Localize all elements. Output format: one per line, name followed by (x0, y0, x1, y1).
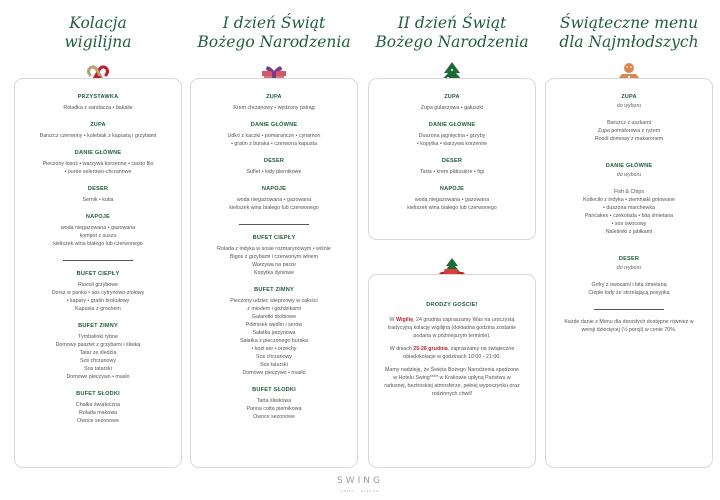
column-title: I dzień Świąt Bożego Narodzenia (197, 14, 351, 51)
section-title: DANIE GŁÓWNE (250, 122, 298, 128)
menu-item: kompot z suszu (79, 233, 117, 239)
menu-item: kieliszek wina białego lub czerwonego (53, 241, 143, 247)
menu-item: Tarta śliwkowa (256, 398, 292, 404)
menu-item: • purée selerowo-chrzanowe (64, 169, 132, 175)
menu-item: • sos owocowy (611, 221, 647, 227)
divider (594, 309, 664, 310)
menu-card (190, 78, 358, 468)
menu-item: Suflet • lody piernikowe (246, 169, 302, 175)
column-title: II dzień Świąt Bożego Narodzenia (375, 14, 529, 51)
menu-item: Dorsz w panko • sos cytrynowo-ziołowy (51, 290, 145, 296)
menu-item: Krem chrzanowy • wędzony pstrąg (233, 105, 315, 111)
menu-item: Duszona jagnięcina • grzyby (418, 133, 486, 139)
section-title: NAPOJE (439, 186, 465, 192)
kids-note: Każde danie z Menu dla dorosłych dostępne również w wersji dziecięcej (½ porcji) w cenie 70%. (564, 319, 694, 333)
info-paragraph: W dniach 25-26 grudnia, zapraszamy na świąteczne obiadokolacje w godzinach 16:00 - 21:00. (389, 346, 515, 360)
menu-item: Pancakes • czekolada • bita śmietana (584, 213, 674, 219)
menu-item: Rolada makowa (79, 410, 117, 416)
section-title: DANIE GŁÓWNE (74, 150, 122, 156)
menu-item: Sos tatarski (84, 366, 112, 372)
menu-item: Tatar ze śledzia (79, 350, 117, 356)
menu-item: Gofry z owocami i bitą śmietaną (591, 282, 667, 288)
menu-item: Sos chrzanowy (80, 358, 116, 364)
menu-item: Bigos z grzybami i czerwonym winem (229, 254, 318, 260)
section-title: DESER (441, 158, 463, 164)
column-title: Kolacja wigilijna (64, 14, 132, 51)
menu-item: Kopytka dyniowe (253, 270, 295, 276)
menu-item: Galaretki drobiowe (251, 314, 297, 320)
section-title: ZUPA (266, 94, 282, 100)
section-title: BUFET ZIMNY (78, 323, 118, 329)
section-title: BUFET CIEPŁY (76, 271, 120, 277)
menu-card (545, 78, 713, 468)
menu-item: Roladka z sandacza • bakalie (63, 105, 133, 111)
info-card (368, 274, 536, 468)
menu-item: Sos tatarski (260, 362, 288, 368)
menu-item: Panna cotta piernikowa (246, 406, 302, 412)
menu-item: Zupa gulaszowa • gałuszki (420, 105, 484, 111)
menu-item: Pieczony udziec wieprzowy w całości (230, 298, 318, 304)
menu-item: Zupa pomidorowa z ryżem (597, 128, 661, 134)
menu-item: Owoce sezonowe (77, 418, 119, 424)
menu-item: Tymbalinki rybne (78, 334, 118, 340)
menu-item: kieliszek wina białego lub czerwonego (229, 205, 319, 211)
section-title: DESER (263, 158, 285, 164)
menu-item: • kozi ser • orzechy (251, 346, 297, 352)
menu-item: Półmisek wędlin i serów (245, 322, 303, 328)
menu-item: Warzywa na parze (252, 262, 296, 268)
menu-item: • duszona marchewka (603, 205, 655, 211)
menu-item: Barszcz czerwony • kulebiak z kapustą i grzybami (39, 133, 157, 139)
menu-item: woda niegazowana • gazowana (236, 197, 312, 203)
info-title: DRODZY GOŚCIE! (426, 302, 478, 308)
menu-item: z miodem i goździkami (247, 306, 301, 312)
menu-item: • kopytka • warzywa korzenne (416, 141, 488, 147)
divider (63, 260, 133, 261)
menu-item: woda niegazowana • gazowana (60, 225, 136, 231)
section-title: NAPOJE (261, 186, 287, 192)
hotel-logo: SWING (337, 476, 383, 486)
column-title: Świąteczne menu dla Najmłodszych (559, 14, 699, 51)
section-subtitle: do wyboru (616, 265, 642, 271)
menu-item: Chałka świąteczna (75, 402, 121, 408)
section-title: BUFET SŁODKI (76, 391, 120, 397)
section-title: BUFET SŁODKI (252, 387, 296, 393)
menu-item: • gratin z buraka • czerwona kapusta (231, 141, 317, 147)
menu-card (14, 78, 182, 468)
section-title: ZUPA (90, 122, 106, 128)
menu-item: Barszcz z uszkami (607, 120, 651, 126)
divider (239, 224, 309, 225)
section-subtitle: do wyboru (616, 103, 642, 109)
menu-item: Domowy pasztet z grzybami i śliwką (55, 342, 141, 348)
section-title: DANIE GŁÓWNE (428, 122, 476, 128)
menu-item: Sernik • kutia (82, 197, 114, 203)
menu-item: Tarta • krem pâtissière • figi (419, 169, 485, 175)
menu-item: Naleśniki z jabłkami (605, 229, 653, 235)
menu-item: Sałatka jarzynowa (252, 330, 296, 336)
menu-item: Rolada z indyka w sosie rozmarynowym • wiśnie (217, 246, 331, 252)
menu-item: kieliszek wina białego lub czerwonego (407, 205, 497, 211)
section-title: ZUPA (444, 94, 460, 100)
section-title: ZUPA (621, 94, 637, 100)
section-title: BUFET ZIMNY (254, 287, 294, 293)
menu-item: Ciepłe lody ze strzelającą posypką (588, 290, 670, 296)
hotel-logo-subtitle: hotel · kraków (340, 488, 380, 493)
menu-item: Sałatka z pieczonego buraka (239, 338, 309, 344)
menu-item: Owoce sezonowe (253, 414, 295, 420)
section-title: PRZYSTAWKA (77, 94, 119, 100)
menu-item: woda niegazowana • gazowana (414, 197, 490, 203)
section-title: BUFET CIEPŁY (252, 235, 296, 241)
menu-item: Udko z kaczki • pomarańcze • cynamon (227, 133, 321, 139)
menu-item: Domowe pieczywo • masło (66, 374, 130, 380)
menu-item: Ravioli grzybowe (77, 282, 119, 288)
menu-card (368, 78, 536, 240)
section-title: DESER (618, 256, 640, 262)
menu-item: Domowe pieczywo • masło (242, 370, 306, 376)
info-paragraph: W Wigilię, 24 grudnia zapraszamy Was na uroczystą tradycyjną kolację wigilijną (dokładna godzina zostanie podana w późniejszym terminie). (387, 317, 517, 339)
menu-item: Fish & Chips (613, 189, 645, 195)
info-paragraph: Mamy nadzieję, że Święta Bożego Narodzenia spędzone w Hotelu Swing**** w Krakowie upłyną Państwu w radosnej, beztroskiej atmosferze, pełnej wypoczynku oraz rodzinnych chwil! (384, 367, 520, 397)
menu-item: Kotleciki z indyka • ziemniaki gotowane (583, 197, 675, 203)
menu-item: • kapary • gratin brokułowy (66, 298, 130, 304)
section-title: DANIE GŁÓWNE (605, 163, 653, 169)
section-subtitle: do wyboru (616, 172, 642, 178)
section-title: NAPOJE (85, 214, 111, 220)
menu-item: Kapusta z grochem (75, 306, 121, 312)
menu-item: Pieczony łosoś • warzywa korzenne • ciasto filo (42, 161, 154, 167)
menu-item: Rosół domowy z makaronem (594, 136, 664, 142)
menu-item: Sos chrzanowy (256, 354, 292, 360)
section-title: DESER (87, 186, 109, 192)
